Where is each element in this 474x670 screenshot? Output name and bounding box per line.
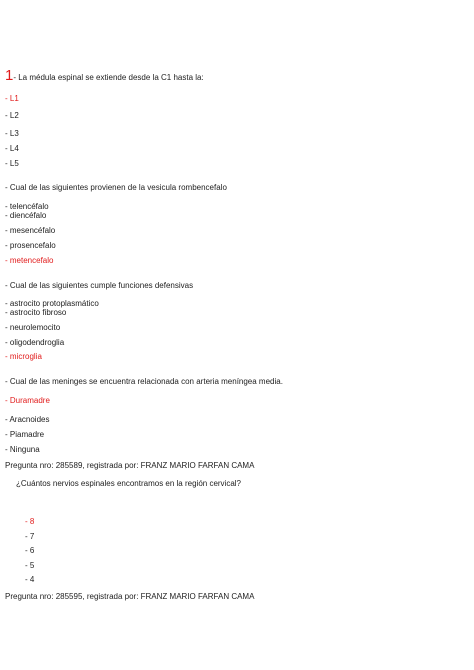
- q3-option-3: - neurolemocito: [5, 323, 61, 332]
- q2-option-4: - prosencefalo: [5, 241, 56, 250]
- question-4-text: - Cual de las meninges se encuentra relacionada con arteria meníngea media.: [5, 377, 283, 386]
- question-2-text: - Cual de las siguientes provienen de la vesicula rombencefalo: [5, 183, 227, 192]
- q5-option-5: - 4: [25, 575, 35, 584]
- q2-option-2: - diencéfalo: [5, 211, 47, 220]
- q2-option-3: - mesencéfalo: [5, 226, 56, 235]
- q2-option-5: - metencefalo: [5, 256, 54, 265]
- question-3-text: - Cual de las siguientes cumple funciones defensivas: [5, 281, 194, 290]
- question-1: [5, 68, 204, 84]
- q3-option-4: - oligodendroglia: [5, 338, 65, 347]
- q4-option-4: - Ninguna: [5, 445, 40, 454]
- q5-option-2: - 7: [25, 532, 35, 541]
- question-5-text: ¿Cuántos nervios espinales encontramos en la región cervical?: [16, 479, 242, 488]
- q1-option-2: - L2: [5, 111, 19, 120]
- q4-option-2: - Aracnoides: [5, 415, 50, 424]
- q4-option-3: - Piamadre: [5, 430, 45, 439]
- q1-option-4: - L4: [5, 144, 19, 153]
- q2-option-1: - telencéfalo: [5, 202, 49, 211]
- q3-option-1: - astrocito protoplasmático: [5, 299, 99, 308]
- q5-option-3: - 6: [25, 546, 35, 555]
- question-meta-1: Pregunta nro: 285589, registrada por: FRANZ MARIO FARFAN CAMA: [5, 461, 255, 470]
- q1-option-3: - L3: [5, 129, 19, 138]
- question-number: 1: [5, 67, 14, 84]
- q5-option-4: - 5: [25, 561, 35, 570]
- q1-option-1: - L1: [5, 94, 19, 103]
- q5-option-1: - 8: [25, 517, 35, 526]
- q3-option-2: - astrocito fibroso: [5, 308, 67, 317]
- question-meta-2: Pregunta nro: 285595, registrada por: FRANZ MARIO FARFAN CAMA: [5, 592, 255, 601]
- q1-option-5: - L5: [5, 159, 19, 168]
- q3-option-5: - microglia: [5, 352, 42, 361]
- q4-option-1: - Duramadre: [5, 396, 50, 405]
- question-1-text: - La médula espinal se extiende desde la C1 hasta la:: [13, 73, 204, 82]
